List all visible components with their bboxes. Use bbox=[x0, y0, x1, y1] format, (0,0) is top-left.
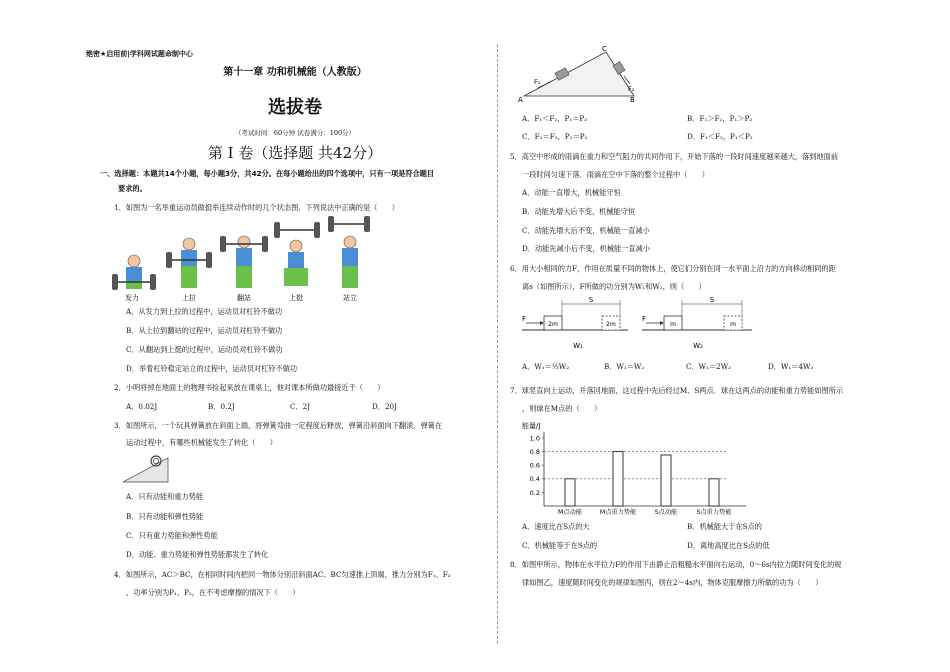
chart-ylabel: 能量/J bbox=[522, 422, 541, 430]
energy-bar-chart bbox=[518, 418, 754, 518]
part-title: 第 I 卷（选择题 共42分） bbox=[207, 144, 383, 162]
q4-options-row-1 bbox=[522, 114, 852, 124]
x-category-label: S点重力势能 bbox=[696, 509, 732, 516]
svg-text:F: F bbox=[522, 315, 527, 323]
lifter-label-4: 上挺 bbox=[289, 294, 303, 302]
q5-option-c: C．动能先增大后不变，机械能一直减小 bbox=[522, 226, 650, 235]
force-f1: F₁ bbox=[534, 78, 541, 86]
column-divider bbox=[497, 44, 498, 644]
secret-label: 绝密★启用前|学科网试题命制中心 bbox=[86, 50, 193, 58]
section-instruction-2: 要求的。 bbox=[118, 184, 147, 193]
label-w1: W₁ bbox=[573, 342, 583, 350]
svg-text:F: F bbox=[642, 315, 647, 323]
q3-stem-2: 运动过程中，有哪些机械能发生了转化（ ） bbox=[126, 438, 277, 447]
exam-info: （考试时间：60分钟 试卷满分：100分） bbox=[234, 129, 356, 137]
q6-stem-2: 离s（如图所示），F所做的功分别为W₁和W₂，则（ ） bbox=[522, 282, 706, 291]
q2-stem: 2．小明将掉在地面上的物理书捡起来放在课桌上，他对课本所做功最接近于（ ） bbox=[114, 383, 385, 392]
q6-option-d: D．W₁＝4W₂ bbox=[768, 362, 814, 371]
q2-option-b: B．0.2J bbox=[208, 402, 235, 411]
section-instruction: 一、选择题：本题共14个小题，每小题3分，共42分。在每小题给出的四个选项中，只有一项是符合题目 bbox=[100, 169, 435, 178]
lifter-label-1: 发力 bbox=[125, 294, 139, 302]
x-category-label: M点动能 bbox=[558, 509, 582, 516]
chart-bar bbox=[565, 479, 575, 506]
x-category-label: S点动能 bbox=[654, 509, 678, 516]
page-title: 选拔卷 bbox=[268, 97, 322, 118]
lifter-1 bbox=[112, 255, 156, 290]
lifter-label-5: 站立 bbox=[343, 294, 357, 302]
q4-stem-2: ，功率分别为P₁、P₂，在不考虑摩擦的情况下（ ） bbox=[126, 588, 300, 597]
q2-options bbox=[126, 402, 454, 412]
q3-option-d: D．动能、重力势能和弹性势能都发生了转化 bbox=[126, 550, 269, 559]
svg-text:2m: 2m bbox=[548, 321, 558, 328]
q1-option-a: A．从发力到上拉的过程中，运动员对杠铃不做功 bbox=[126, 307, 283, 316]
q5-option-a: A．动能一直增大，机械能守恒 bbox=[522, 188, 621, 197]
q8-stem-1: 8．如图甲所示，物体在水平拉力F的作用下由静止沿粗糙水平面向右运动，0～6s内拉力随时间变化的规 bbox=[510, 560, 842, 569]
y-tick-label: 0.4 bbox=[529, 475, 540, 484]
q5-stem-2: 一段时间匀速下落．雨滴在空中下落的整个过程中（ ） bbox=[522, 170, 709, 179]
lifter-4 bbox=[274, 222, 320, 286]
block-push-figure bbox=[520, 294, 820, 354]
vertex-a: A bbox=[518, 96, 523, 104]
q6-stem-1: 6．用大小相同的力F，作用在质量不同的物体上，使它们分别在同一水平面上沿力的方向移动相同的距 bbox=[510, 264, 836, 273]
q3-option-c: C．只有重力势能和弹性势能 bbox=[126, 531, 218, 540]
lifter-3 bbox=[220, 236, 268, 288]
q7-option-a: A．速度比在S点的大 bbox=[522, 522, 590, 531]
chapter-title: 第十一章 功和机械能（人教版） bbox=[223, 67, 367, 78]
slope-spring-figure bbox=[122, 452, 172, 484]
q7-option-d: D．离地高度比在S点的低 bbox=[687, 541, 770, 550]
q3-option-a: A．只有动能和重力势能 bbox=[126, 492, 204, 501]
q4-option-c: C．F₁＝F₂，P₁＝P₂ bbox=[522, 132, 588, 141]
q4-stem-1: 4．如图所示，AC＞BC，在相同时间内把同一物体分别沿斜面AC、BC匀速推上顶端，推力分别为F₁、F₂ bbox=[114, 570, 451, 579]
q5-stem-1: 5．高空中形成的雨滴在重力和空气阻力的共同作用下，开始下落的一段时间速度越来越大，落到地面前 bbox=[510, 152, 839, 161]
x-category-label: M点重力势能 bbox=[599, 509, 637, 516]
svg-text:m: m bbox=[730, 321, 736, 328]
q4-options-row-2 bbox=[522, 132, 852, 142]
q7-options-row-2 bbox=[522, 541, 852, 551]
q7-stem-2: ，则球在M点的（ ） bbox=[522, 404, 602, 413]
chart-bar bbox=[661, 455, 671, 506]
q3-option-b: B．只有动能和弹性势能 bbox=[126, 512, 204, 521]
figure-w2 bbox=[642, 296, 752, 350]
figure-w1 bbox=[522, 296, 628, 350]
q1-stem: 1．如图为一名举重运动员做挺举连续动作时的几个状态图．下列说法中正确的是（ ） bbox=[114, 203, 399, 212]
q4-option-a: A．F₁＜F₂，P₁＝P₂ bbox=[522, 114, 588, 123]
q7-option-b: B．机械能大于在S点的 bbox=[687, 522, 762, 531]
svg-text:2m: 2m bbox=[606, 321, 616, 328]
lifter-label-3: 翻站 bbox=[237, 294, 251, 302]
chart-bar bbox=[613, 452, 623, 506]
incline-figure bbox=[516, 44, 646, 106]
q1-option-b: B．从上拉到翻站的过程中，运动员对杠铃不做功 bbox=[126, 326, 283, 335]
q4-option-d: D．F₁＜F₂，P₁＜P₂ bbox=[687, 132, 753, 141]
q6-option-c: C．W₁＝2W₂ bbox=[686, 362, 731, 371]
weightlifter-figure bbox=[110, 216, 370, 306]
q6-option-b: B．W₁＝W₂ bbox=[604, 362, 645, 371]
vertex-b: B bbox=[630, 96, 635, 104]
lifter-label-2: 上拉 bbox=[182, 294, 196, 302]
q2-option-c: C．2J bbox=[290, 402, 311, 411]
lifter-2 bbox=[166, 238, 212, 288]
label-w2: W₂ bbox=[693, 342, 703, 350]
force-f2: F₂ bbox=[628, 85, 635, 93]
q2-option-a: A．0.02J bbox=[126, 402, 158, 411]
q4-option-b: B．F₁＞F₂，P₁＞P₂ bbox=[687, 114, 753, 123]
q5-option-b: B．动能先增大后不变，机械能守恒 bbox=[522, 207, 636, 216]
q7-options-row-1 bbox=[522, 522, 852, 532]
q3-stem-1: 3．如图所示，一个玩具弹簧放在斜面上端，将弹簧弯曲一定程度后释放，弹簧沿斜面向下翻滚．弹簧在 bbox=[114, 421, 443, 430]
y-tick-label: 0.8 bbox=[529, 448, 540, 456]
q6-options bbox=[522, 362, 850, 372]
svg-text:S: S bbox=[709, 296, 715, 304]
vertex-c: C bbox=[602, 45, 607, 53]
q2-option-d: D．20J bbox=[372, 402, 397, 411]
q1-option-d: D．举着杠铃稳定站立的过程中，运动员对杠铃不做功 bbox=[126, 364, 298, 373]
svg-text:S: S bbox=[588, 296, 594, 304]
q7-option-c: C．机械能等于在S点的 bbox=[522, 541, 598, 550]
q8-stem-2: 律如图乙，速度随时间变化的规律如图丙，则在2～4s内，物体克服摩擦力所做的功为（ ） bbox=[522, 578, 823, 587]
svg-text:m: m bbox=[670, 321, 676, 328]
q7-stem-1: 7．球竖直向上运动，并落回地面，这过程中先后经过M、S两点．球在这两点的动能和重力势能如图所示 bbox=[510, 386, 844, 395]
y-tick-label: 1.0 bbox=[529, 434, 540, 443]
y-tick-label: 0.6 bbox=[529, 461, 540, 470]
lifter-5 bbox=[328, 216, 370, 288]
q6-option-a: A．W₁＝½W₂ bbox=[522, 362, 570, 371]
chart-bar bbox=[709, 479, 719, 506]
y-tick-label: 0.2 bbox=[529, 488, 540, 497]
q1-option-c: C．从翻站到上挺的过程中，运动员对杠铃不做功 bbox=[126, 345, 283, 354]
q5-option-d: D．动能先减小后不变，机械能一直减小 bbox=[522, 244, 650, 253]
